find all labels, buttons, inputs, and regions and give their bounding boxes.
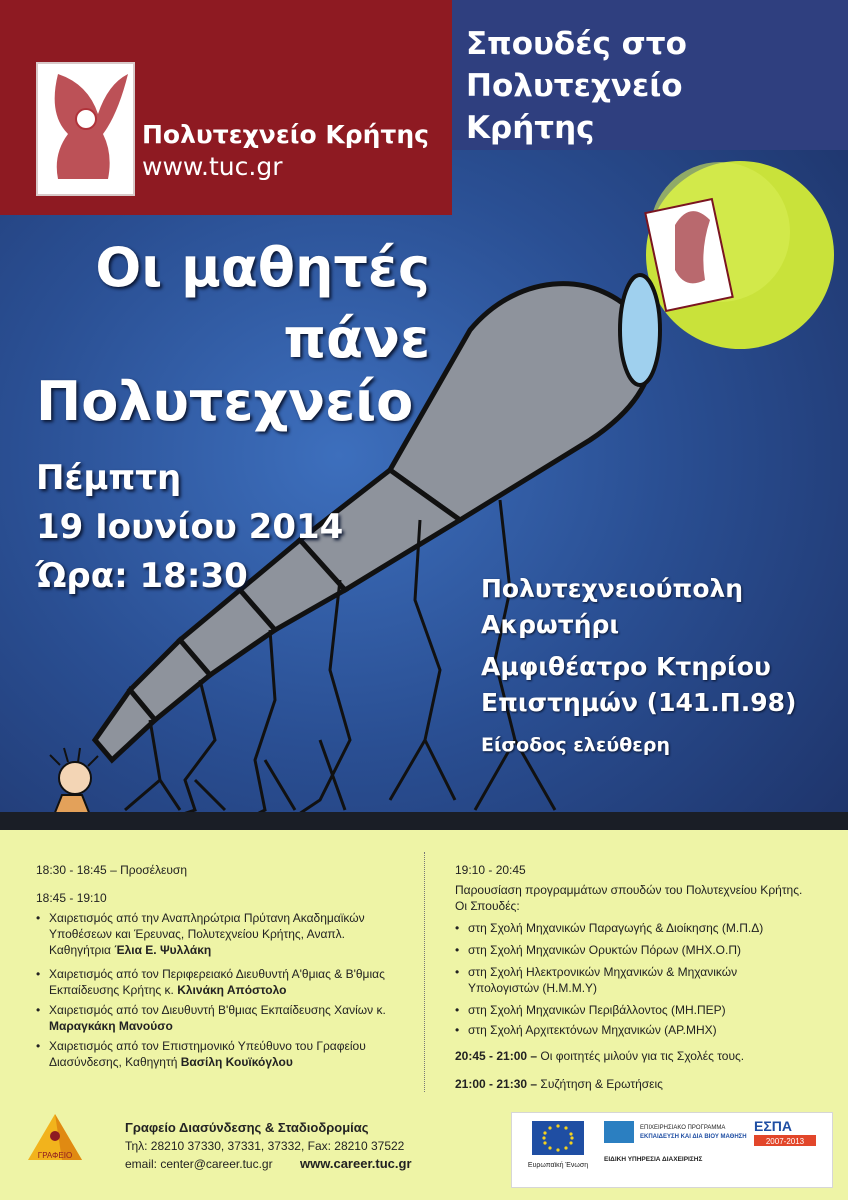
- school-item: • στη Σχολή Μηχανικών Παραγωγής & Διοίκησης (Μ.Π.Δ): [468, 920, 828, 936]
- funding-logos: [512, 1113, 832, 1187]
- ground-strip: [0, 812, 848, 830]
- school-item: • στη Σχολή Αρχιτεκτόνων Μηχανικών (ΑΡ.ΜΗΧ): [468, 1022, 828, 1038]
- arrival-label: – Προσέλευση: [110, 863, 187, 877]
- programme-label: ΕΠΙΧΕΙΡΗΣΙΑΚΟ ΠΡΟΓΡΑΜΜΑ: [640, 1125, 726, 1131]
- presentation-intro: Παρουσίαση προγραμμάτων σπουδών του Πολυτεχνείου Κρήτης. Οι Σπουδές:: [455, 883, 803, 913]
- school-item: • στη Σχολή Μηχανικών Ορυκτών Πόρων (ΜΗΧ.Ο.Π): [468, 942, 828, 958]
- presentation-time: 19:10 - 20:45: [455, 863, 526, 877]
- studies-line-3: Κρήτης: [466, 110, 595, 146]
- greeting-text: Χαιρετισμός από τον Περιφερειακό Διευθυντή Α'θμιας & Β'θμιας Εκπαίδευσης Κρήτης κ.: [49, 967, 385, 997]
- espa-years: 2007-2013: [765, 1137, 805, 1146]
- students-row: [455, 1048, 744, 1064]
- discussion-row: [455, 1076, 663, 1092]
- greeting-text: Χαιρετισμός από την Αναπληρώτρια Πρύτανη Ακαδημαϊκών Υποθέσεων και Έρευνας, Πολυτεχνείου Κρήτης, Αναπλ. Καθηγήτρια: [49, 911, 365, 957]
- moon-icon: [645, 161, 834, 349]
- programme-title: ΕΚΠΑΙΔΕΥΣΗ ΚΑΙ ΔΙΑ ΒΙΟΥ ΜΑΘΗΣΗ: [640, 1134, 747, 1140]
- office-email[interactable]: email: center@career.tuc.gr: [125, 1157, 273, 1171]
- entry-free: Είσοδος ελεύθερη: [481, 734, 670, 756]
- greeting-name: Βασίλη Κουϊκόγλου: [180, 1055, 293, 1069]
- greeting-text: Χαιρετισμός από τον Διευθυντή Β'θμιας Εκπαίδευσης Χανίων κ.: [49, 1003, 386, 1017]
- venue-line-2: Ακρωτήρι: [481, 610, 620, 639]
- eu-logos-box: [511, 1112, 833, 1188]
- event-time: Ώρα: 18:30: [36, 556, 248, 596]
- event-date: 19 Ιουνίου 2014: [36, 507, 344, 547]
- office-name: Γραφείο Διασύνδεσης & Σταδιοδρομίας: [125, 1120, 369, 1135]
- venue-line-1: Πολυτεχνειούπολη: [481, 574, 744, 603]
- programme-wave-icon: [604, 1121, 634, 1143]
- greeting-item: [49, 966, 409, 998]
- schedule-divider: [424, 852, 425, 1092]
- school-item: • στη Σχολή Μηχανικών Περιβάλλοντος (ΜΗ.ΠΕΡ): [468, 1002, 828, 1018]
- university-name: Πολυτεχνείο Κρήτης: [142, 120, 429, 149]
- students-time: 20:45 - 21:00 –: [455, 1049, 538, 1063]
- arrival-time: 18:30 - 18:45: [36, 863, 107, 877]
- greetings-time: 18:45 - 19:10: [36, 891, 107, 905]
- discussion-label: Συζήτηση & Ερωτήσεις: [540, 1077, 663, 1091]
- students-label: Οι φοιτητές μιλούν για τις Σχολές τους.: [540, 1049, 745, 1063]
- special-service: ΕΙΔΙΚΗ ΥΠΗΡΕΣΙΑ ΔΙΑΧΕΙΡΙΣΗΣ: [604, 1156, 703, 1163]
- university-url[interactable]: www.tuc.gr: [142, 152, 283, 181]
- greeting-name: Μαραγκάκη Μανούσο: [49, 1019, 173, 1033]
- studies-line-1: Σπουδές στο: [466, 26, 687, 62]
- office-website[interactable]: www.career.tuc.gr: [300, 1156, 412, 1171]
- greeting-name: Κλινάκη Απόστολο: [177, 983, 287, 997]
- greeting-item: [49, 910, 409, 958]
- studies-line-2: Πολυτεχνείο: [466, 68, 683, 104]
- event-title-line-2: πάνε: [283, 307, 430, 370]
- arrival-row: [36, 862, 187, 878]
- venue-line-4: Επιστημών (141.Π.98): [481, 688, 797, 717]
- venue-line-3: Αμφιθέατρο Κτηρίου: [481, 652, 771, 681]
- event-title-line-1: Οι μαθητές: [95, 236, 430, 299]
- greeting-item: [49, 1038, 409, 1070]
- greeting-name: Έλια Ε. Ψυλλάκη: [114, 943, 212, 957]
- event-title-line-3: Πολυτεχνείο: [36, 370, 414, 433]
- discussion-time: 21:00 - 21:30 –: [455, 1077, 538, 1091]
- university-logo: [36, 62, 135, 196]
- espa-label: ΕΣΠΑ: [754, 1118, 792, 1134]
- greeting-item: [49, 1002, 409, 1034]
- office-logo-text: ΓΡΑΦΕΙΟ: [37, 1151, 73, 1160]
- school-item: • στη Σχολή Ηλεκτρονικών Μηχανικών & Μηχανικών Υπολογιστών (Η.Μ.Μ.Υ): [468, 964, 808, 996]
- greeting-text: Χαιρετισμός από τον Επιστημονικό Υπεύθυνο του Γραφείου Διασύνδεσης, Καθηγητή: [49, 1039, 366, 1069]
- office-phones: Τηλ: 28210 37330, 37331, 37332, Fax: 28210 37522: [125, 1139, 405, 1153]
- eu-label: Ευρωπαϊκή Ένωση: [527, 1162, 589, 1169]
- winged-figure-icon: [38, 64, 133, 194]
- event-day: Πέμπτη: [36, 458, 182, 498]
- career-office-logo: [20, 1108, 90, 1166]
